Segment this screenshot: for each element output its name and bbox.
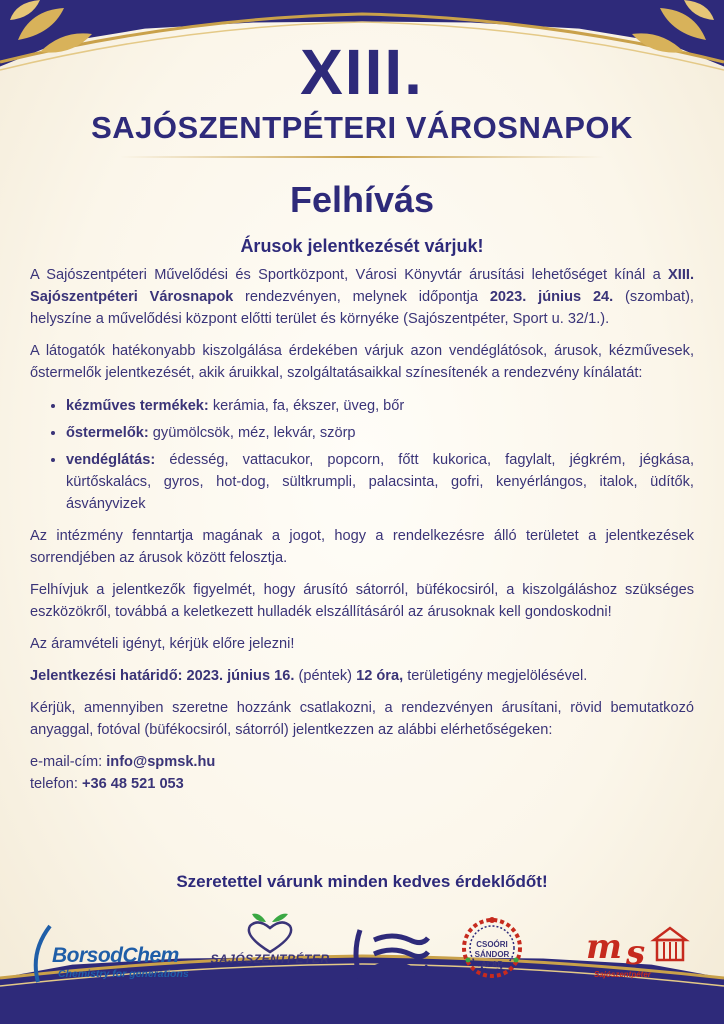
- contact-block: e-mail-cím: info@spmsk.hu telefon: +36 48 521 053: [30, 754, 216, 792]
- contact-intro-paragraph: Kérjük, amennyiben szeretne hozzánk csatlakozni, a rendezvényen árusítani, rövid bemutatkozó anyaggal, fotóval (büfékocsiról, sátorról) jelentkezzen az alábbi elérhetőségeken:: [30, 700, 694, 738]
- power-paragraph: Az áramvételi igényt, kérjük előre jelezni!: [30, 636, 295, 652]
- list-item: • őstermelők: gyümölcsök, méz, lekvár, szörp: [66, 421, 694, 444]
- list-item: • vendéglátás: édesség, vattacukor, popcorn, főtt kukorica, fagylalt, jégkrém, jégkása, kürtőskalács, gyros, hot-dog, sültkrumpli, palacsinta, gofri, kenyérlángos, italok, üdítők, ásványvizek: [66, 448, 694, 515]
- responsibility-paragraph: Felhívjuk a jelentkezők figyelmét, hogy árusító sátorról, büfékocsiról, a kiszolgáláshoz szükséges eszközökről, továbbá a keletkezett hulladék elszállításáról az árusoknak kell gondoskodni!: [30, 582, 694, 620]
- svg-text:m: m: [586, 927, 622, 967]
- phone-number: +36 48 521 053: [81, 776, 184, 792]
- sponsor-logos: [0, 912, 724, 992]
- msk-emblem-icon: [584, 920, 694, 970]
- list-item: • kézműves termékek: kerámia, fa, ékszer, üveg, bőr: [66, 394, 694, 417]
- heading-divider: [120, 156, 604, 158]
- msk-logo: m s Sajószentpéter: [584, 920, 694, 984]
- deadline-paragraph: Jelentkezési határidő: 2023. június 16. (péntek) 12 óra, területigény megjelölésével.: [30, 668, 588, 684]
- call-title: Felhívás: [289, 179, 435, 220]
- heart-leaf-icon: [200, 912, 340, 956]
- intro-paragraph: A Sajószentpéteri Művelődési és Sportközpont, Városi Könyvtár árusítási lehetőséget kínál a XIII. Sajószentpéteri Városnapok rendezvényen, melynek időpontja 2023. június 24. (szombat), helyszíne a művelődési központ előtti terület és környéke (Sajószentpéter, Sport u. 32/1.).: [30, 267, 694, 327]
- call-subtitle: Árusok jelentkezését várjuk!: [240, 236, 484, 256]
- allocation-paragraph: Az intézmény fenntartja magának a jogot, hogy a rendelkezésre álló területet a jelentkezések sorrendjében az árusok között felosztja.: [30, 528, 694, 566]
- csoori-sandor-logo: CSOÓRI SÁNDOR ALAP: [462, 912, 522, 986]
- svg-text:s: s: [626, 933, 646, 970]
- category-list: [30, 394, 694, 515]
- wave-logo: [352, 926, 432, 982]
- sajoszentpeter-logo: SAJÓSZENTPÉTER: [200, 912, 340, 986]
- closing-line: Szeretettel várunk minden kedves érdeklődőt!: [176, 872, 548, 891]
- edition-heading: XIII.: [300, 36, 424, 108]
- wave-icon: [352, 926, 432, 982]
- announcement-body: [30, 264, 694, 795]
- event-heading: SAJÓSZENTPÉTERI VÁROSNAPOK: [91, 110, 633, 145]
- borsodchem-logo: BorsodChem Chemistry for generations: [28, 922, 198, 986]
- invite-paragraph: A látogatók hatékonyabb kiszolgálása érdekében várjuk azon vendéglátósok, árusok, kézművesek, őstermelők jelentkezését, akik áruikkal, szolgáltatásaikkal színesítenék a rendezvény kínálatát:: [30, 343, 694, 381]
- email-link[interactable]: info@spmsk.hu: [106, 754, 216, 770]
